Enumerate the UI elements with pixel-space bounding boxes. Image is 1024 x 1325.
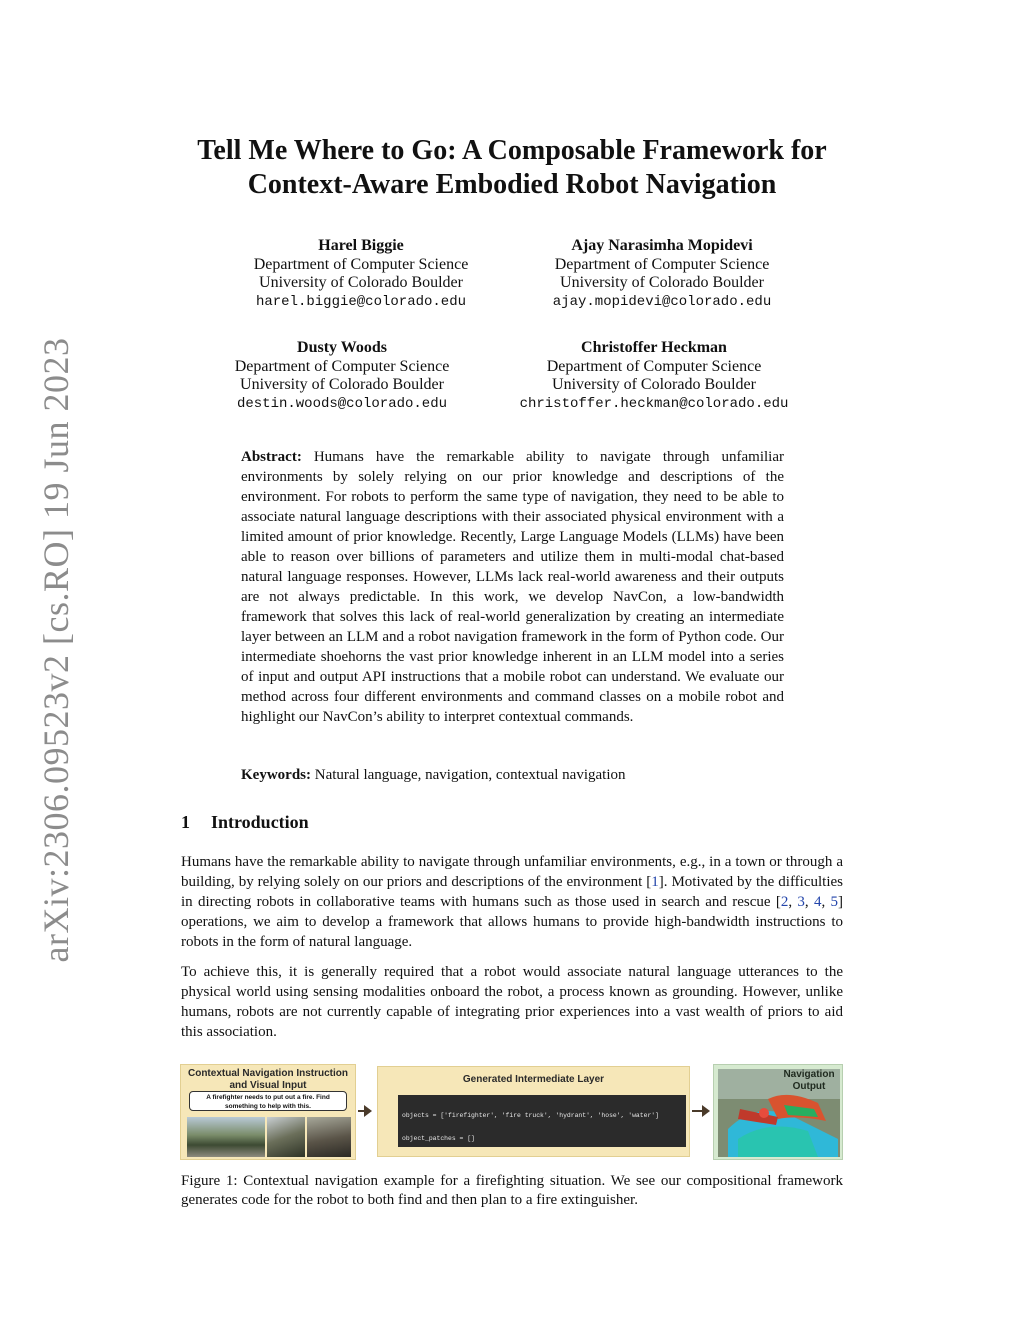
figure-output-panel — [713, 1064, 843, 1160]
paragraph-text: Humans have the remarkable ability to navigate through unfamiliar environments, e.g., in a town or through a building, by relying solely on our priors and descriptions of the environment [ — [181, 854, 843, 890]
author-block-2 — [512, 237, 812, 311]
author-block-3 — [192, 339, 492, 413]
author-block-4 — [504, 339, 804, 413]
input-panel-title: Contextual Navigation Instruction and Visual Input — [187, 1068, 348, 1091]
section-heading — [181, 812, 309, 833]
abstract-text: Humans have the remarkable ability to navigate through unfamiliar environments by solely relying on our prior knowledge and descriptions of the environment. For robots to perform the same type of navigation, they need to be able to associate natural language descriptions with their associated physical environment with a limited amount of prior knowledge. Recently, Large Language Models (LLMs) have been able to reason over billions of parameters and utilize them in multi-modal chat-based natural language responses. However, LLMs lack real-world awareness and their outputs are not always predictable. In this work, we develop NavCon, a low-bandwidth framework that solves this lack of real-world generalization by creating an intermediate layer between an LLM and a robot navigation framework in the form of Python code. Our intermediate shoehorns the vast prior knowledge inherent in an LLM model into a series of input and output API instructions that a mobile robot can understand. We evaluate our method across four different environments and command classes on a mobile robot and highlight our NavCon’s ability to interpret contextual commands. — [241, 449, 784, 725]
camera-image — [307, 1117, 351, 1157]
author-department: Department of Computer Science — [253, 255, 469, 273]
figure-input-panel — [180, 1064, 356, 1160]
section-title: Introduction — [211, 812, 309, 832]
keywords-text: Natural language, navigation, contextual navigation — [314, 767, 626, 783]
author-email[interactable]: harel.biggie@colorado.edu — [255, 293, 467, 310]
code-panel-title: Generated Intermediate Layer — [462, 1074, 605, 1085]
author-department: Department of Computer Science — [234, 357, 450, 375]
author-university: University of Colorado Boulder — [552, 376, 756, 393]
author-university: University of Colorado Boulder — [240, 376, 444, 393]
title-line-2: Context-Aware Embodied Robot Navigation — [247, 169, 777, 200]
author-email[interactable]: ajay.mopidevi@colorado.edu — [552, 293, 772, 310]
author-block-1 — [211, 237, 511, 311]
instruction-bubble: A firefighter needs to put out a fire. Find something to help with this. — [189, 1091, 347, 1111]
abstract — [241, 447, 784, 727]
citation-link[interactable]: 3 — [797, 894, 805, 910]
code-line: objects = ['firefighter', 'fire truck', 'hydrant', 'hose', 'water'] — [402, 1112, 659, 1120]
paragraph-text: ] operations, we aim to develop a framework that allows humans to provide high-bandwidth instructions to robots in the form of natural language. — [181, 894, 844, 950]
paper-title — [180, 134, 844, 202]
keywords-label: Keywords: — [241, 767, 311, 783]
author-university: University of Colorado Boulder — [560, 274, 764, 291]
author-email[interactable]: destin.woods@colorado.edu — [236, 395, 448, 412]
author-name: Christoffer Heckman — [581, 339, 727, 356]
keywords — [241, 765, 784, 785]
citation-link[interactable]: 2 — [780, 894, 789, 910]
author-name: Dusty Woods — [297, 339, 387, 356]
author-email[interactable]: christoffer.heckman@colorado.edu — [519, 395, 789, 412]
title-line-1: Tell Me Where to Go: A Composable Framework for — [197, 135, 827, 166]
citation-link[interactable]: 5 — [830, 894, 839, 910]
figure-caption: Figure 1: Contextual navigation example for a firefighting situation. We see our compositional framework generates code for the robot to both find and then plan to a fire extinguisher. — [181, 1173, 843, 1208]
paragraph-text: ]. Motivated by the difficulties in directing robots in collaborative teams with humans such as those used in search and rescue [ — [181, 874, 843, 910]
arxiv-identifier: arXiv:2306.09523v2 [cs.RO] 19 Jun 2023 — [36, 337, 76, 963]
author-department: Department of Computer Science — [554, 255, 770, 273]
intro-paragraph-1: Humans have the remarkable ability to navigate through unfamiliar environments, e.g., in a town or through a building, by relying solely on our priors and descriptions of the environment [1]. Motivated by the difficulties in directing robots in collaborative teams with humans such as those used in search and rescue [2, 3, 4, 5] operations, we aim to develop a framework that allows humans to provide high-bandwidth instructions to robots in the form of natural language. — [181, 854, 844, 950]
camera-image — [187, 1117, 265, 1157]
arrow-right-icon — [358, 1110, 370, 1112]
author-university: University of Colorado Boulder — [259, 274, 463, 291]
citation-link[interactable]: 1 — [651, 874, 659, 890]
abstract-label: Abstract: — [241, 449, 302, 465]
code-block — [398, 1095, 686, 1147]
author-name: Ajay Narasimha Mopidevi — [571, 237, 753, 254]
figure-code-panel — [377, 1066, 690, 1157]
citation-link[interactable]: 4 — [813, 894, 822, 910]
author-name: Harel Biggie — [318, 237, 404, 254]
camera-image — [267, 1117, 305, 1157]
code-line: object_patches = [] — [402, 1134, 475, 1142]
section-number: 1 — [181, 812, 190, 832]
output-panel-title: Navigation Output — [783, 1069, 835, 1092]
author-department: Department of Computer Science — [546, 357, 762, 375]
intro-paragraph-2: To achieve this, it is generally required that a robot would associate natural language utterances to the physical world using sensing modalities onboard the robot, a process known as grounding. However, unlike humans, robots are not currently capable of integrating prior experiences into a vast wealth of priors to aid this association. — [181, 964, 843, 1040]
arrow-right-icon — [692, 1110, 708, 1112]
